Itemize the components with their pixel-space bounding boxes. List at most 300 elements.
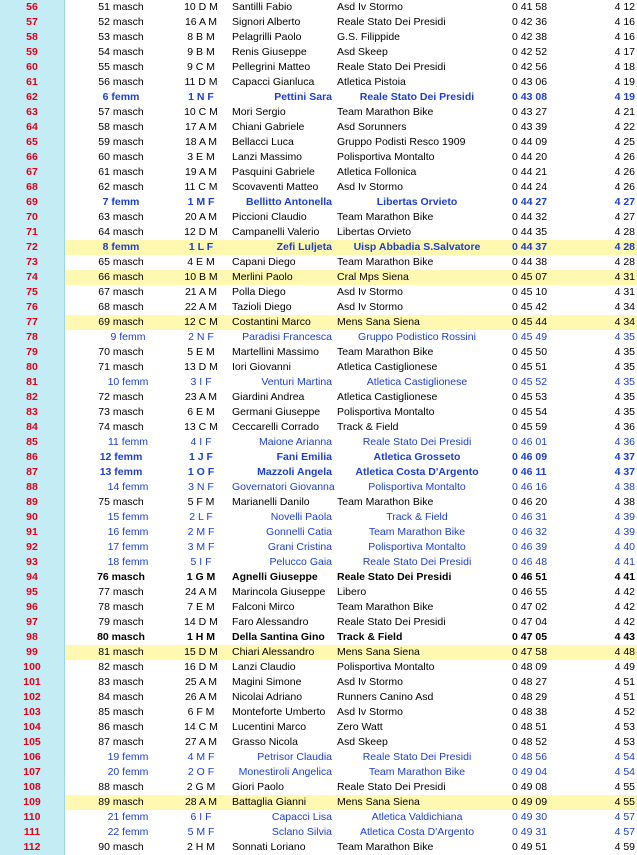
finish-time: 0 46 31: [512, 511, 548, 523]
position-number: 102: [0, 690, 65, 705]
athlete-name: Nicolai Adriano: [232, 691, 303, 703]
finish-time: 0 49 31: [512, 826, 548, 838]
pace-per-km: 4 26: [614, 181, 635, 193]
finish-time: 0 45 49: [512, 331, 548, 343]
gender-rank: 80 masch: [97, 631, 145, 643]
club-name: Track & Field: [337, 421, 399, 433]
position-number: 104: [0, 720, 65, 735]
pace-per-km: 4 48: [614, 646, 635, 658]
athlete-name: Fani Emilia: [276, 451, 332, 463]
finish-time: 0 44 20: [512, 151, 548, 163]
club-name: Atletica Castiglionese: [337, 391, 438, 403]
club-name: Libero: [337, 586, 367, 598]
position-number: 93: [0, 555, 65, 570]
athlete-name: Bellitto Antonella: [246, 196, 332, 208]
category-rank: 14 C M: [184, 721, 218, 733]
finish-time: 0 49 04: [512, 766, 548, 778]
finish-time: 0 46 39: [512, 541, 548, 553]
position-number: 56: [0, 0, 65, 15]
club-name: Asd Skeep: [337, 736, 388, 748]
finish-time: 0 46 55: [512, 586, 548, 598]
pace-per-km: 4 35: [614, 406, 635, 418]
table-row: [0, 390, 637, 405]
pace-per-km: 4 39: [614, 526, 635, 538]
finish-time: 0 49 30: [512, 811, 548, 823]
gender-rank: 60 masch: [98, 151, 144, 163]
position-number: 68: [0, 180, 65, 195]
athlete-name: Sonnati Loriano: [232, 841, 306, 853]
gender-rank: 14 femm: [107, 481, 149, 493]
category-rank: 6 E M: [187, 406, 215, 418]
athlete-name: Grani Cristina: [267, 541, 332, 553]
category-rank: 10 D M: [184, 1, 218, 13]
table-row: [0, 15, 637, 30]
club-name: Reale Stato Dei Presidi: [337, 571, 452, 583]
club-name: Atletica Pistoia: [337, 76, 406, 88]
table-row: [0, 90, 637, 105]
pace-per-km: 4 35: [614, 376, 635, 388]
finish-time: 0 44 09: [512, 136, 548, 148]
club-name: Atletica Costa D'Argento: [359, 826, 475, 838]
position-number: 75: [0, 285, 65, 300]
athlete-name: Germani Giuseppe: [232, 406, 321, 418]
gender-rank: 64 masch: [98, 226, 144, 238]
gender-rank: 76 masch: [97, 571, 145, 583]
position-number: 97: [0, 615, 65, 630]
category-rank: 2 M F: [187, 526, 215, 538]
athlete-name: Ceccarelli Corrado: [232, 421, 319, 433]
table-row: [0, 825, 637, 840]
pace-per-km: 4 12: [614, 1, 635, 13]
table-row: [0, 615, 637, 630]
athlete-name: Mori Sergio: [232, 106, 286, 118]
position-number: 59: [0, 45, 65, 60]
category-rank: 1 O F: [187, 466, 215, 478]
pace-per-km: 4 53: [614, 736, 635, 748]
athlete-name: Monteforte Umberto: [232, 706, 326, 718]
athlete-name: Capacci Gianluca: [232, 76, 315, 88]
position-number: 64: [0, 120, 65, 135]
gender-rank: 75 masch: [98, 496, 144, 508]
category-rank: 6 I F: [190, 811, 212, 823]
pace-per-km: 4 55: [614, 796, 635, 808]
finish-time: 0 48 52: [512, 736, 548, 748]
table-row: [0, 210, 637, 225]
table-row: [0, 240, 637, 255]
pace-per-km: 4 31: [614, 286, 635, 298]
pace-per-km: 4 42: [614, 586, 635, 598]
finish-time: 0 49 08: [512, 781, 548, 793]
table-row: [0, 750, 637, 765]
gender-rank: 6 femm: [102, 91, 140, 103]
pace-per-km: 4 35: [614, 331, 635, 343]
finish-time: 0 44 32: [512, 211, 548, 223]
club-name: Team Marathon Bike: [368, 526, 466, 538]
pace-per-km: 4 49: [614, 661, 635, 673]
athlete-name: Pelagrilli Paolo: [232, 31, 302, 43]
club-name: Team Marathon Bike: [337, 106, 434, 118]
gender-rank: 66 masch: [98, 271, 144, 283]
club-name: Polisportiva Montalto: [337, 661, 435, 673]
finish-time: 0 43 08: [512, 91, 548, 103]
pace-per-km: 4 18: [614, 61, 635, 73]
club-name: Reale Stato Dei Presidi: [362, 556, 472, 568]
table-row: [0, 555, 637, 570]
pace-per-km: 4 26: [614, 166, 635, 178]
finish-time: 0 48 38: [512, 706, 548, 718]
pace-per-km: 4 52: [614, 706, 635, 718]
table-row: [0, 645, 637, 660]
position-number: 112: [0, 840, 65, 855]
finish-time: 0 47 05: [512, 631, 548, 643]
finish-time: 0 46 32: [512, 526, 548, 538]
athlete-name: Giori Paolo: [232, 781, 284, 793]
pace-per-km: 4 25: [614, 136, 635, 148]
table-row: [0, 585, 637, 600]
category-rank: 2 O F: [187, 766, 215, 778]
pace-per-km: 4 55: [614, 781, 635, 793]
finish-time: 0 42 36: [512, 16, 548, 28]
finish-time: 0 42 52: [512, 46, 548, 58]
pace-per-km: 4 17: [614, 46, 635, 58]
position-number: 83: [0, 405, 65, 420]
pace-per-km: 4 41: [614, 556, 635, 568]
athlete-name: Polla Diego: [232, 286, 286, 298]
gender-rank: 87 masch: [98, 736, 144, 748]
club-name: Team Marathon Bike: [337, 601, 434, 613]
pace-per-km: 4 36: [614, 436, 635, 448]
club-name: Asd Sorunners: [337, 121, 407, 133]
club-name: Asd Iv Stormo: [337, 181, 403, 193]
gender-rank: 74 masch: [98, 421, 144, 433]
category-rank: 2 L F: [189, 511, 213, 523]
finish-time: 0 44 27: [512, 196, 548, 208]
athlete-name: Capani Diego: [232, 256, 296, 268]
club-name: Track & Field: [337, 631, 403, 643]
table-row: [0, 540, 637, 555]
gender-rank: 79 masch: [98, 616, 144, 628]
finish-time: 0 45 51: [512, 361, 548, 373]
position-number: 86: [0, 450, 65, 465]
club-name: Team Marathon Bike: [337, 496, 434, 508]
athlete-name: Novelli Paola: [270, 511, 332, 523]
position-number: 57: [0, 15, 65, 30]
pace-per-km: 4 19: [614, 91, 635, 103]
position-number: 67: [0, 165, 65, 180]
club-name: Cral Mps Siena: [337, 271, 409, 283]
finish-time: 0 45 50: [512, 346, 548, 358]
club-name: Asd Iv Stormo: [337, 1, 403, 13]
gender-rank: 78 masch: [98, 601, 144, 613]
finish-time: 0 44 35: [512, 226, 548, 238]
athlete-name: Merlini Paolo: [232, 271, 293, 283]
finish-time: 0 47 58: [512, 646, 548, 658]
finish-time: 0 45 42: [512, 301, 548, 313]
finish-time: 0 44 24: [512, 181, 548, 193]
position-number: 105: [0, 735, 65, 750]
table-row: [0, 735, 637, 750]
gender-rank: 86 masch: [98, 721, 144, 733]
category-rank: 28 A M: [184, 796, 218, 808]
club-name: Reale Stato Dei Presidi: [362, 751, 472, 763]
position-number: 70: [0, 210, 65, 225]
gender-rank: 52 masch: [98, 16, 144, 28]
table-row: [0, 315, 637, 330]
athlete-name: Iori Giovanni: [232, 361, 291, 373]
pace-per-km: 4 34: [614, 301, 635, 313]
finish-time: 0 48 27: [512, 676, 548, 688]
club-name: Polisportiva Montalto: [368, 481, 466, 493]
table-row: [0, 105, 637, 120]
table-row: [0, 690, 637, 705]
athlete-name: Tazioli Diego: [232, 301, 292, 313]
category-rank: 1 G M: [186, 571, 216, 583]
club-name: Asd Iv Stormo: [337, 706, 403, 718]
gender-rank: 63 masch: [98, 211, 144, 223]
position-number: 84: [0, 420, 65, 435]
table-row: [0, 810, 637, 825]
category-rank: 20 A M: [184, 211, 218, 223]
gender-rank: 18 femm: [107, 556, 149, 568]
finish-time: 0 41 58: [512, 1, 548, 13]
category-rank: 4 M F: [187, 751, 215, 763]
pace-per-km: 4 35: [614, 391, 635, 403]
position-number: 109: [0, 795, 65, 810]
category-rank: 4 I F: [190, 436, 212, 448]
gender-rank: 82 masch: [98, 661, 144, 673]
table-row: [0, 450, 637, 465]
club-name: Atletica Costa D'Argento: [355, 466, 479, 478]
club-name: Reale Stato Dei Presidi: [337, 781, 446, 793]
position-number: 71: [0, 225, 65, 240]
finish-time: 0 48 56: [512, 751, 548, 763]
category-rank: 2 G M: [186, 781, 216, 793]
position-number: 100: [0, 660, 65, 675]
finish-time: 0 47 02: [512, 601, 548, 613]
finish-time: 0 44 37: [512, 241, 548, 253]
category-rank: 2 N F: [188, 331, 214, 343]
category-rank: 11 C M: [184, 181, 218, 193]
gender-rank: 17 femm: [107, 541, 149, 553]
gender-rank: 69 masch: [98, 316, 144, 328]
gender-rank: 85 masch: [98, 706, 144, 718]
athlete-name: Grasso Nicola: [232, 736, 298, 748]
athlete-name: Pelucco Gaia: [269, 556, 332, 568]
club-name: Team Marathon Bike: [337, 346, 434, 358]
club-name: Uisp Abbadia S.Salvatore: [353, 241, 481, 253]
club-name: Reale Stato Dei Presidi: [362, 436, 472, 448]
finish-time: 0 46 11: [512, 466, 547, 478]
position-number: 87: [0, 465, 65, 480]
pace-per-km: 4 19: [614, 76, 635, 88]
position-number: 94: [0, 570, 65, 585]
gender-rank: 55 masch: [98, 61, 144, 73]
position-number: 99: [0, 645, 65, 660]
position-number: 65: [0, 135, 65, 150]
club-name: Track & Field: [386, 511, 448, 523]
table-row: [0, 60, 637, 75]
pace-per-km: 4 36: [614, 421, 635, 433]
pace-per-km: 4 57: [614, 811, 635, 823]
category-rank: 3 E M: [187, 151, 215, 163]
club-name: Asd Iv Stormo: [337, 301, 403, 313]
category-rank: 1 L F: [188, 241, 214, 253]
table-row: [0, 375, 637, 390]
athlete-name: Piccioni Claudio: [232, 211, 307, 223]
pace-per-km: 4 59: [614, 841, 635, 853]
table-row: [0, 150, 637, 165]
athlete-name: Pasquini Gabriele: [232, 166, 315, 178]
athlete-name: Mazzoli Angela: [257, 466, 332, 478]
gender-rank: 58 masch: [98, 121, 144, 133]
category-rank: 5 I F: [190, 556, 212, 568]
gender-rank: 22 femm: [107, 826, 149, 838]
club-name: Polisportiva Montalto: [368, 541, 466, 553]
pace-per-km: 4 35: [614, 361, 635, 373]
category-rank: 3 N F: [188, 481, 214, 493]
gender-rank: 67 masch: [98, 286, 144, 298]
club-name: Team Marathon Bike: [337, 211, 434, 223]
pace-per-km: 4 42: [614, 601, 635, 613]
table-row: [0, 360, 637, 375]
table-row: [0, 405, 637, 420]
gender-rank: 20 femm: [107, 766, 149, 778]
pace-per-km: 4 38: [614, 496, 635, 508]
gender-rank: 54 masch: [98, 46, 144, 58]
category-rank: 17 A M: [184, 121, 218, 133]
table-row: [0, 525, 637, 540]
category-rank: 1 J F: [189, 451, 213, 463]
gender-rank: 51 masch: [98, 1, 144, 13]
pace-per-km: 4 26: [614, 151, 635, 163]
club-name: Atletica Castiglionese: [366, 376, 468, 388]
category-rank: 25 A M: [184, 676, 218, 688]
club-name: Reale Stato Dei Presidi: [337, 616, 446, 628]
table-row: [0, 300, 637, 315]
position-number: 78: [0, 330, 65, 345]
gender-rank: 68 masch: [98, 301, 144, 313]
club-name: Atletica Castiglionese: [337, 361, 438, 373]
position-number: 108: [0, 780, 65, 795]
category-rank: 4 E M: [187, 256, 215, 268]
pace-per-km: 4 22: [614, 121, 635, 133]
finish-time: 0 44 38: [512, 256, 548, 268]
position-number: 77: [0, 315, 65, 330]
athlete-name: Gonnelli Catia: [266, 526, 332, 538]
athlete-name: Martellini Massimo: [232, 346, 319, 358]
finish-time: 0 46 01: [512, 436, 548, 448]
position-number: 106: [0, 750, 65, 765]
gender-rank: 73 masch: [98, 406, 144, 418]
finish-time: 0 45 53: [512, 391, 548, 403]
gender-rank: 84 masch: [98, 691, 144, 703]
club-name: Asd Iv Stormo: [337, 676, 403, 688]
position-number: 76: [0, 300, 65, 315]
pace-per-km: 4 40: [614, 541, 635, 553]
club-name: Team Marathon Bike: [368, 766, 466, 778]
table-row: [0, 120, 637, 135]
position-number: 79: [0, 345, 65, 360]
pace-per-km: 4 21: [614, 106, 635, 118]
position-number: 111: [0, 825, 65, 840]
table-row: [0, 435, 637, 450]
table-row: [0, 0, 637, 15]
category-rank: 5 M F: [187, 826, 215, 838]
athlete-name: Sclano Silvia: [271, 826, 332, 838]
pace-per-km: 4 54: [614, 751, 635, 763]
finish-time: 0 46 16: [512, 481, 548, 493]
position-number: 98: [0, 630, 65, 645]
gender-rank: 12 femm: [99, 451, 143, 463]
pace-per-km: 4 51: [614, 691, 635, 703]
gender-rank: 57 masch: [98, 106, 144, 118]
position-number: 91: [0, 525, 65, 540]
table-row: [0, 30, 637, 45]
club-name: Libertas Orvieto: [376, 196, 458, 208]
finish-time: 0 45 59: [512, 421, 548, 433]
athlete-name: Magini Simone: [232, 676, 302, 688]
athlete-name: Chiani Gabriele: [232, 121, 305, 133]
table-row: [0, 780, 637, 795]
gender-rank: 59 masch: [98, 136, 144, 148]
gender-rank: 10 femm: [107, 376, 149, 388]
pace-per-km: 4 39: [614, 511, 635, 523]
table-row: [0, 330, 637, 345]
table-row: [0, 180, 637, 195]
category-rank: 12 C M: [184, 316, 218, 328]
table-row: [0, 465, 637, 480]
category-rank: 1 H M: [186, 631, 215, 643]
finish-time: 0 46 09: [512, 451, 548, 463]
athlete-name: Della Santina Gino: [232, 631, 325, 643]
pace-per-km: 4 42: [614, 616, 635, 628]
category-rank: 9 C M: [186, 61, 215, 73]
gender-rank: 61 masch: [98, 166, 144, 178]
category-rank: 26 A M: [184, 691, 218, 703]
athlete-name: Monestiroli Angelica: [238, 766, 332, 778]
finish-time: 0 48 51: [512, 721, 548, 733]
finish-time: 0 45 44: [512, 316, 548, 328]
finish-time: 0 48 09: [512, 661, 548, 673]
athlete-name: Faro Alessandro: [232, 616, 309, 628]
gender-rank: 16 femm: [107, 526, 149, 538]
club-name: Polisportiva Montalto: [337, 151, 435, 163]
position-number: 60: [0, 60, 65, 75]
athlete-name: Lanzi Massimo: [232, 151, 303, 163]
athlete-name: Lanzi Claudio: [232, 661, 296, 673]
position-number: 95: [0, 585, 65, 600]
gender-rank: 72 masch: [98, 391, 144, 403]
finish-time: 0 49 09: [512, 796, 548, 808]
position-number: 62: [0, 90, 65, 105]
position-number: 69: [0, 195, 65, 210]
pace-per-km: 4 16: [614, 31, 635, 43]
club-name: Mens Sana Siena: [337, 646, 420, 658]
athlete-name: Signori Alberto: [232, 16, 301, 28]
position-number: 73: [0, 255, 65, 270]
club-name: Atletica Grosseto: [373, 451, 461, 463]
finish-time: 0 46 51: [512, 571, 548, 583]
table-row: [0, 570, 637, 585]
position-number: 85: [0, 435, 65, 450]
position-number: 90: [0, 510, 65, 525]
pace-per-km: 4 35: [614, 346, 635, 358]
finish-time: 0 47 04: [512, 616, 548, 628]
table-row: [0, 225, 637, 240]
finish-time: 0 45 07: [512, 271, 548, 283]
club-name: Gruppo Podisti Resco 1909: [337, 136, 466, 148]
athlete-name: Marincola Giuseppe: [232, 586, 326, 598]
